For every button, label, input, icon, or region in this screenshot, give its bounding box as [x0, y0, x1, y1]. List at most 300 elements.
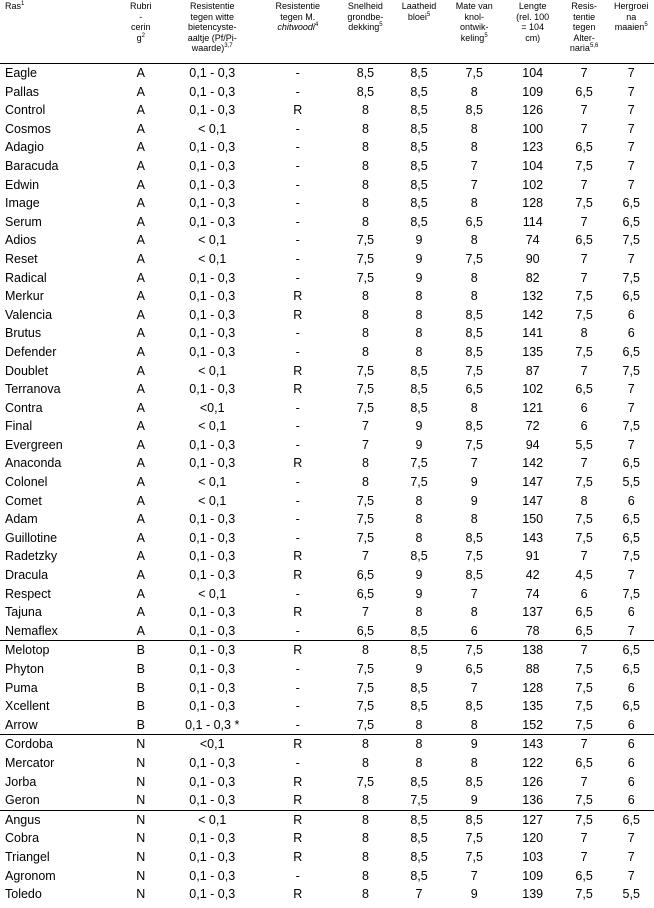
cell-hergroei: 6: [627, 326, 635, 341]
cell-lengte: 142: [522, 456, 544, 471]
cell-lengte: 123: [522, 140, 544, 155]
cell-snelheid: 8: [361, 456, 369, 471]
cell-snelheid: 8,5: [356, 84, 375, 99]
cell-laatheid: 8: [415, 737, 423, 752]
cell-knolontwikkeling: 7,5: [465, 549, 483, 564]
cell-witte-resistentie: 0,1 - 0,3: [189, 437, 236, 452]
cell-snelheid: 8: [361, 289, 369, 304]
cell-rubricering: A: [136, 140, 145, 155]
cell-snelheid: 6,5: [356, 586, 375, 601]
cell-witte-resistentie: < 0,1: [198, 363, 227, 378]
cell-chitwoodi-resistentie: R: [293, 605, 303, 620]
cell-hergroei: 7: [627, 177, 635, 192]
cell-laatheid: 7,5: [395, 791, 443, 810]
cell-lengte: 141: [522, 326, 544, 341]
cell-hergroei: 6: [627, 774, 635, 789]
cell-knolontwikkeling: 8,5: [465, 530, 483, 545]
cell-laatheid: 8: [415, 605, 423, 620]
cell-knolontwikkeling: 8,5: [465, 307, 483, 322]
cell-chitwoodi-resistentie: -: [260, 716, 336, 735]
cell-alternaria: 5,5: [575, 437, 593, 452]
cell-alternaria: 7: [580, 103, 588, 118]
cell-rubricering: N: [136, 849, 146, 864]
cell-knolontwikkeling: 8: [470, 140, 478, 155]
cell-witte-resistentie: 0,1 - 0,3: [189, 103, 236, 118]
cell-lengte: 143: [522, 737, 544, 752]
table-header: [0, 0, 654, 64]
header-snelheid: Snelheid grondbe- dekking$^5$: [336, 0, 396, 64]
table-row: [0, 399, 654, 418]
cell-ras: Cosmos: [5, 121, 51, 136]
cell-knolontwikkeling: 7: [470, 158, 478, 173]
cell-chitwoodi-resistentie: -: [295, 755, 300, 770]
cell-snelheid: 8: [361, 326, 369, 341]
cell-alternaria: 7,5: [575, 812, 593, 827]
cell-knolontwikkeling: 8: [470, 512, 478, 527]
cell-lengte: 121: [522, 400, 544, 415]
cell-hergroei: 7: [627, 437, 635, 452]
cell-knolontwikkeling: 7: [470, 680, 478, 695]
cell-snelheid: 8: [361, 849, 369, 864]
cell-rubricering: A: [136, 158, 145, 173]
cell-snelheid: 7,5: [356, 493, 375, 508]
cell-rubricering: A: [136, 605, 145, 620]
cell-hergroei: 7: [627, 400, 635, 415]
cell-snelheid: 8: [336, 791, 396, 810]
table-row: [0, 660, 654, 679]
cell-ras: Eagle: [5, 66, 37, 80]
cell-ras: Baracuda: [5, 158, 59, 173]
cell-hergroei: 6,5: [622, 530, 640, 545]
cell-alternaria: 6,5: [575, 868, 593, 883]
cell-witte-resistentie: < 0,1: [198, 419, 227, 434]
cell-alternaria: 6: [580, 419, 588, 434]
cell-alternaria: 7,5: [575, 344, 593, 359]
cell-snelheid: 6,5: [356, 568, 375, 583]
table-row: [0, 380, 654, 399]
cell-witte-resistentie: 0,1 - 0,3: [189, 289, 236, 304]
cell-lengte: 114: [522, 214, 543, 229]
cell-rubricering: N: [136, 868, 146, 883]
cell-chitwoodi-resistentie: -: [295, 868, 300, 883]
cell-ras: Jorba: [5, 774, 37, 789]
cell-knolontwikkeling: 8,5: [465, 812, 483, 827]
cell-hergroei: 7: [627, 251, 635, 266]
cell-hergroei: 7: [627, 849, 635, 864]
cell-knolontwikkeling: 7,5: [465, 66, 483, 80]
cell-ras: Agronom: [5, 868, 56, 883]
cell-lengte: 103: [522, 849, 544, 864]
cell-ras: Respect: [5, 586, 51, 601]
cell-lengte: 127: [522, 812, 544, 827]
cell-ras: Tajuna: [5, 605, 42, 620]
cell-lengte: 91: [525, 549, 540, 564]
cell-lengte: 42: [525, 568, 540, 583]
cell-laatheid: 9: [415, 662, 423, 676]
cell-snelheid: 8: [361, 140, 369, 155]
cell-lengte: 147: [522, 493, 544, 508]
table-row: [0, 417, 654, 436]
cell-knolontwikkeling: 8: [470, 196, 478, 211]
cell-snelheid: 8: [361, 812, 369, 827]
cell-chitwoodi-resistentie: -: [295, 400, 300, 415]
cell-snelheid: 8: [361, 831, 369, 846]
cell-ras: Nemaflex: [0, 622, 117, 641]
cell-witte-resistentie: 0,1 - 0,3: [189, 643, 236, 658]
cell-ras: Mercator: [5, 755, 55, 770]
cell-rubricering: B: [136, 662, 145, 676]
header-lengte: Lengte (rel. 100 = 104 cm): [506, 0, 560, 64]
cell-hergroei: 5,5: [622, 887, 640, 902]
cell-hergroei: 7: [627, 831, 635, 846]
table-row: [0, 194, 654, 213]
cell-alternaria: 7,5: [575, 158, 593, 173]
cell-alternaria: 7,5: [575, 289, 593, 304]
cell-alternaria: 4,5: [575, 568, 593, 583]
cell-rubricering: A: [136, 586, 145, 601]
cell-rubricering: A: [136, 177, 145, 192]
cell-ras: Anaconda: [5, 456, 62, 471]
cell-witte-resistentie: < 0,1: [198, 121, 227, 136]
cell-chitwoodi-resistentie: R: [293, 382, 303, 397]
cell-alternaria: 6: [580, 586, 588, 601]
cell-rubricering: A: [136, 456, 145, 471]
cell-rubricering: A: [136, 103, 145, 118]
cell-alternaria: 7: [580, 849, 588, 864]
cell-hergroei: 5,5: [622, 475, 640, 490]
cell-knolontwikkeling: 8: [470, 289, 478, 304]
cell-snelheid: 8,5: [356, 66, 375, 80]
cell-knolontwikkeling: 7: [470, 586, 478, 601]
cell-laatheid: 9: [415, 568, 423, 583]
cell-knolontwikkeling: 7,5: [465, 363, 483, 378]
cell-hergroei: 7: [608, 622, 654, 641]
cell-alternaria: 7: [580, 363, 588, 378]
cell-witte-resistentie: 0,1 - 0,3: [189, 456, 236, 471]
cell-ras: Comet: [5, 493, 42, 508]
cell-lengte: 132: [522, 289, 544, 304]
cell-rubricering: A: [136, 233, 145, 248]
cell-lengte: 82: [525, 270, 540, 285]
cell-ras: Valencia: [5, 307, 53, 322]
table-row: [0, 269, 654, 288]
cell-alternaria: 7: [580, 774, 588, 789]
cell-laatheid: 8,5: [410, 549, 428, 564]
cell-knolontwikkeling: 8,5: [465, 774, 483, 789]
cell-alternaria: 7: [580, 251, 588, 266]
cell-alternaria: 7: [580, 456, 588, 471]
cell-snelheid: 8: [361, 737, 369, 752]
cell-hergroei: 7,5: [622, 419, 640, 434]
cell-alternaria: 7,5: [575, 662, 593, 676]
cell-ras: Terranova: [5, 382, 61, 397]
cell-rubricering: A: [136, 382, 145, 397]
table-row: [0, 176, 654, 195]
cell-witte-resistentie: < 0,1: [198, 233, 227, 248]
cell-laatheid: 7: [415, 887, 423, 902]
header-witte-bietencysteaaltje: Resistentie tegen witte bietencyste- aaltje (Pf/Pi- waarde)$^{3,7}$: [165, 0, 260, 64]
cell-knolontwikkeling: 7,5: [465, 251, 483, 266]
cell-knolontwikkeling: 7: [470, 868, 478, 883]
cell-hergroei: 7: [627, 382, 635, 397]
cell-rubricering: N: [136, 887, 146, 902]
cell-chitwoodi-resistentie: R: [293, 812, 303, 827]
cell-witte-resistentie: 0,1 - 0,3: [165, 791, 260, 810]
cell-lengte: 139: [522, 887, 544, 902]
cell-chitwoodi-resistentie: -: [260, 622, 336, 641]
cell-ras: Reset: [5, 251, 38, 266]
cell-alternaria: 8: [580, 493, 588, 508]
cell-rubricering: N: [136, 774, 146, 789]
cell-chitwoodi-resistentie: -: [295, 140, 300, 155]
cell-witte-resistentie: <0,1: [199, 737, 225, 752]
cell-witte-resistentie: 0,1 - 0,3: [189, 605, 236, 620]
table-row: [0, 735, 654, 754]
cell-witte-resistentie: < 0,1: [198, 586, 227, 601]
cell-alternaria: 6,5: [575, 382, 593, 397]
cell-hergroei: 7: [627, 66, 635, 80]
cell-laatheid: 9: [415, 437, 423, 452]
cell-chitwoodi-resistentie: R: [293, 549, 303, 564]
cell-knolontwikkeling: 9: [470, 737, 478, 752]
table-row: [0, 362, 654, 381]
cell-witte-resistentie: < 0,1: [198, 251, 227, 266]
cell-hergroei: 7,5: [622, 586, 640, 601]
table-row: [0, 547, 654, 566]
cell-lengte: 126: [522, 103, 544, 118]
cell-laatheid: 8,5: [410, 196, 428, 211]
table-row: [0, 101, 654, 120]
cell-knolontwikkeling: 6,5: [465, 382, 483, 397]
cell-hergroei: 7: [627, 868, 635, 883]
cell-witte-resistentie: 0,1 - 0,3 *: [165, 716, 260, 735]
cell-alternaria: 7: [580, 831, 588, 846]
cell-laatheid: 8: [415, 493, 423, 508]
cell-alternaria: 7: [580, 121, 588, 136]
cell-alternaria: 7: [580, 549, 588, 564]
cell-lengte: 74: [525, 233, 540, 248]
table-body: [0, 64, 654, 904]
table-row: [0, 679, 654, 698]
cell-rubricering: A: [136, 400, 145, 415]
table-row: [0, 829, 654, 848]
cell-laatheid: 8,5: [410, 66, 428, 80]
cell-rubricering: A: [136, 437, 145, 452]
cell-lengte: 142: [522, 307, 544, 322]
cell-hergroei: 6: [608, 791, 654, 810]
table-row: [0, 473, 654, 492]
cell-ras: Defender: [5, 344, 57, 359]
cell-lengte: 120: [522, 831, 544, 846]
cell-rubricering: A: [136, 530, 145, 545]
cell-laatheid: 8,5: [410, 140, 428, 155]
cell-alternaria: 6,5: [575, 605, 593, 620]
cell-chitwoodi-resistentie: R: [293, 774, 303, 789]
cell-laatheid: 9: [415, 233, 423, 248]
cell-lengte: 126: [522, 774, 544, 789]
cell-witte-resistentie: 0,1 - 0,3: [189, 196, 236, 211]
cell-ras: Arrow: [0, 716, 117, 735]
table-row: [0, 510, 654, 529]
cell-witte-resistentie: 0,1 - 0,3: [189, 568, 236, 583]
cell-alternaria: 7: [580, 737, 588, 752]
cell-knolontwikkeling: 8: [470, 605, 478, 620]
cell-witte-resistentie: 0,1 - 0,3: [189, 549, 236, 564]
cell-laatheid: 8,5: [410, 158, 428, 173]
cell-ras: Contra: [5, 400, 43, 415]
cell-knolontwikkeling: 8,5: [465, 344, 483, 359]
table-row: [0, 641, 654, 660]
cell-laatheid: 8,5: [410, 214, 428, 229]
cell-snelheid: 7,5: [356, 363, 375, 378]
cell-hergroei: 7: [627, 140, 635, 155]
cell-hergroei: 7: [627, 158, 635, 173]
table-row: [0, 83, 654, 102]
cell-alternaria: 6,5: [575, 755, 593, 770]
cell-chitwoodi-resistentie: R: [293, 849, 303, 864]
cell-alternaria: 7,5: [575, 699, 593, 714]
cell-witte-resistentie: 0,1 - 0,3: [189, 887, 236, 902]
cell-ras: Triangel: [5, 849, 50, 864]
table-row: [0, 566, 654, 585]
cell-rubricering: N: [136, 737, 146, 752]
cell-snelheid: 7,5: [356, 233, 375, 248]
cell-snelheid: 7: [361, 437, 369, 452]
cell-lengte: 150: [522, 512, 544, 527]
cell-rubricering: N: [136, 812, 146, 827]
cell-alternaria: 7: [580, 66, 588, 80]
cell-lengte: 104: [522, 158, 544, 173]
cell-hergroei: 6,5: [622, 662, 640, 676]
cell-chitwoodi-resistentie: -: [295, 493, 300, 508]
cell-snelheid: 7: [361, 419, 369, 434]
cell-lengte: 87: [525, 363, 540, 378]
cell-chitwoodi-resistentie: -: [295, 475, 300, 490]
cell-hergroei: 6: [627, 493, 635, 508]
cell-laatheid: 9: [415, 270, 423, 285]
cell-knolontwikkeling: 7,5: [465, 643, 483, 658]
table-row: [0, 454, 654, 473]
cell-knolontwikkeling: 8: [443, 716, 506, 735]
cell-ras: Adagio: [5, 140, 44, 155]
cell-snelheid: 8: [361, 121, 369, 136]
cell-alternaria: 7,5: [560, 791, 609, 810]
cell-snelheid: 8: [361, 103, 369, 118]
cell-knolontwikkeling: 7,5: [465, 849, 483, 864]
cell-snelheid: 7,5: [356, 662, 375, 676]
cell-alternaria: 7,5: [575, 512, 593, 527]
cell-laatheid: 8,5: [410, 103, 428, 118]
cell-knolontwikkeling: 7: [470, 177, 478, 192]
cell-chitwoodi-resistentie: -: [295, 437, 300, 452]
cell-chitwoodi-resistentie: -: [295, 344, 300, 359]
cell-rubricering: A: [136, 568, 145, 583]
table-row: [0, 773, 654, 792]
cell-knolontwikkeling: 8,5: [465, 103, 483, 118]
cell-hergroei: 7,5: [622, 270, 640, 285]
cell-snelheid: 8: [361, 887, 369, 902]
cell-snelheid: 8: [361, 344, 369, 359]
cell-knolontwikkeling: 8: [470, 121, 478, 136]
cell-chitwoodi-resistentie: R: [293, 568, 303, 583]
table-row: [0, 622, 654, 641]
cell-laatheid: 8,5: [410, 849, 428, 864]
cell-laatheid: 8,5: [410, 84, 428, 99]
cell-chitwoodi-resistentie: -: [295, 158, 300, 173]
cell-knolontwikkeling: 8: [470, 755, 478, 770]
cell-lengte: 72: [525, 419, 540, 434]
table-row: [0, 791, 654, 810]
cell-rubricering: A: [136, 84, 145, 99]
cell-chitwoodi-resistentie: R: [293, 456, 303, 471]
cell-chitwoodi-resistentie: -: [295, 419, 300, 434]
cell-witte-resistentie: 0,1 - 0,3: [189, 868, 236, 883]
cell-rubricering: B: [136, 643, 145, 658]
cell-witte-resistentie: 0,1 - 0,3: [189, 382, 236, 397]
cell-ras: Dracula: [5, 568, 49, 583]
cell-chitwoodi-resistentie: -: [295, 214, 300, 229]
cell-chitwoodi-resistentie: -: [295, 662, 300, 676]
cell-lengte: 104: [522, 66, 544, 80]
cell-alternaria: 8: [580, 326, 588, 341]
cell-chitwoodi-resistentie: -: [295, 84, 300, 99]
cell-snelheid: 7,5: [356, 680, 375, 695]
cell-laatheid: 7,5: [410, 456, 428, 471]
cell-chitwoodi-resistentie: -: [295, 66, 300, 80]
cell-witte-resistentie: 0,1 - 0,3: [165, 622, 260, 641]
cell-rubricering: A: [136, 512, 145, 527]
cell-chitwoodi-resistentie: R: [293, 643, 303, 658]
table-row: [0, 885, 654, 904]
cell-alternaria: 7: [580, 270, 588, 285]
cell-chitwoodi-resistentie: -: [295, 251, 300, 266]
header-laatheid: Laatheid bloei$^5$: [395, 0, 443, 64]
cell-lengte: 90: [525, 251, 540, 266]
cell-chitwoodi-resistentie: -: [295, 270, 300, 285]
cell-laatheid: 9: [415, 586, 423, 601]
cell-witte-resistentie: 0,1 - 0,3: [189, 84, 236, 99]
cell-rubricering: A: [136, 66, 145, 80]
cell-chitwoodi-resistentie: R: [293, 289, 303, 304]
cell-snelheid: 7,5: [356, 270, 375, 285]
cell-ras: Adam: [5, 512, 38, 527]
cell-snelheid: 8: [361, 755, 369, 770]
cell-hergroei: 7: [627, 568, 635, 583]
cell-ras: Merkur: [5, 289, 44, 304]
cell-laatheid: 8: [415, 530, 423, 545]
cell-alternaria: 6,5: [575, 140, 593, 155]
cell-lengte: 122: [522, 755, 544, 770]
cell-ras: Guillotine: [5, 530, 58, 545]
cell-alternaria: 6,5: [560, 622, 609, 641]
cell-rubricering: B: [136, 699, 145, 714]
cell-ras: Phyton: [5, 662, 44, 676]
table-row: [0, 64, 654, 83]
cell-knolontwikkeling: 8: [470, 233, 478, 248]
table-row: [0, 231, 654, 250]
cell-hergroei: 6: [608, 716, 654, 735]
cell-witte-resistentie: 0,1 - 0,3: [189, 307, 236, 322]
cell-ras: Xcellent: [5, 699, 50, 714]
cell-chitwoodi-resistentie: -: [295, 326, 300, 341]
cell-laatheid: 8,5: [410, 868, 428, 883]
cell-chitwoodi-resistentie: R: [293, 307, 303, 322]
cell-snelheid: 7: [361, 549, 369, 564]
cell-rubricering: A: [136, 419, 145, 434]
cell-laatheid: 8,5: [410, 699, 428, 714]
cell-chitwoodi-resistentie: -: [295, 121, 300, 136]
table-row: [0, 603, 654, 622]
